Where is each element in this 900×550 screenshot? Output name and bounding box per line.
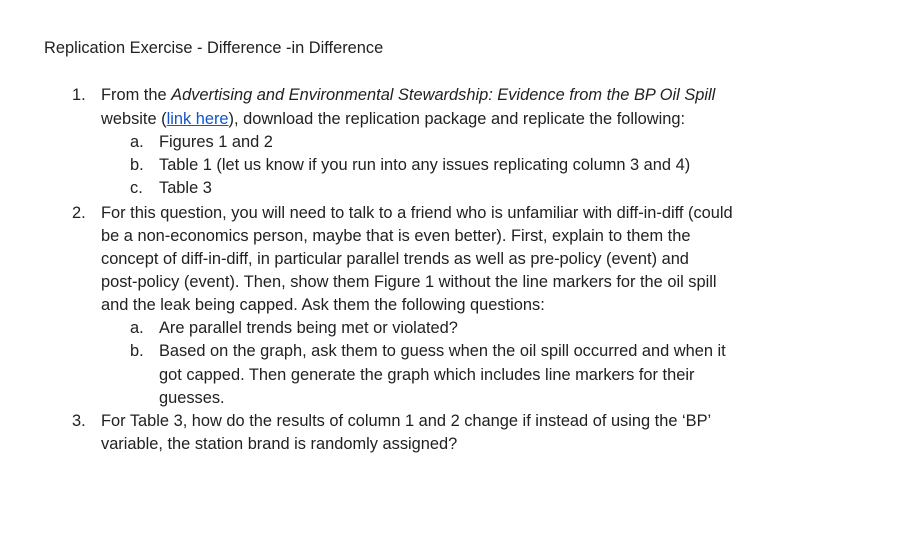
list-item-line: concept of diff-in-diff, in particular parallel trends as well as pre-policy (event) and [101, 250, 689, 268]
list-item-line: For Table 3, how do the results of column 1 and 2 change if instead of using the ‘BP’ [101, 412, 712, 430]
sub-list-letter: b. [130, 156, 144, 174]
sub-list-item-line: Based on the graph, ask them to guess when the oil spill occurred and when it [159, 342, 726, 360]
sub-list-item-line: guesses. [159, 389, 225, 407]
sub-list-letter: c. [130, 179, 143, 197]
list-item-line: variable, the station brand is randomly assigned? [101, 435, 458, 453]
item-text: From the [101, 86, 172, 104]
paper-title: Advertising and Environmental Stewardship: Evidence from the BP Oil Spill [171, 86, 716, 104]
item-text: website ( [101, 110, 167, 128]
sub-list-item: Are parallel trends being met or violated? [159, 319, 458, 337]
list-item-line: and the leak being capped. Ask them the following questions: [101, 296, 545, 314]
list-number: 3. [72, 412, 86, 430]
sub-list-letter: a. [130, 319, 144, 337]
replication-package-link[interactable]: link here [166, 110, 229, 128]
sub-list-letter: a. [130, 133, 144, 151]
item-text: ), download the replication package and replicate the following: [228, 110, 686, 128]
list-item-1-line-1 [101, 85, 715, 105]
list-number: 2. [72, 204, 86, 222]
sub-list-item: Table 3 [159, 179, 212, 197]
document-title: Replication Exercise - Difference -in Difference [44, 39, 384, 57]
list-item-line: be a non-economics person, maybe that is even better). First, explain to them the [101, 227, 691, 245]
sub-list-item-line: got capped. Then generate the graph which includes line markers for their [159, 366, 695, 384]
sub-list-item: Figures 1 and 2 [159, 133, 273, 151]
sub-list-letter: b. [130, 342, 144, 360]
list-number: 1. [72, 86, 86, 104]
list-item-line: For this question, you will need to talk to a friend who is unfamiliar with diff-in-diff (could [101, 204, 733, 222]
list-item-1-line-2 [101, 109, 685, 129]
sub-list-item: Table 1 (let us know if you run into any issues replicating column 3 and 4) [159, 156, 691, 174]
list-item-line: post-policy (event). Then, show them Figure 1 without the line markers for the oil spill [101, 273, 717, 291]
